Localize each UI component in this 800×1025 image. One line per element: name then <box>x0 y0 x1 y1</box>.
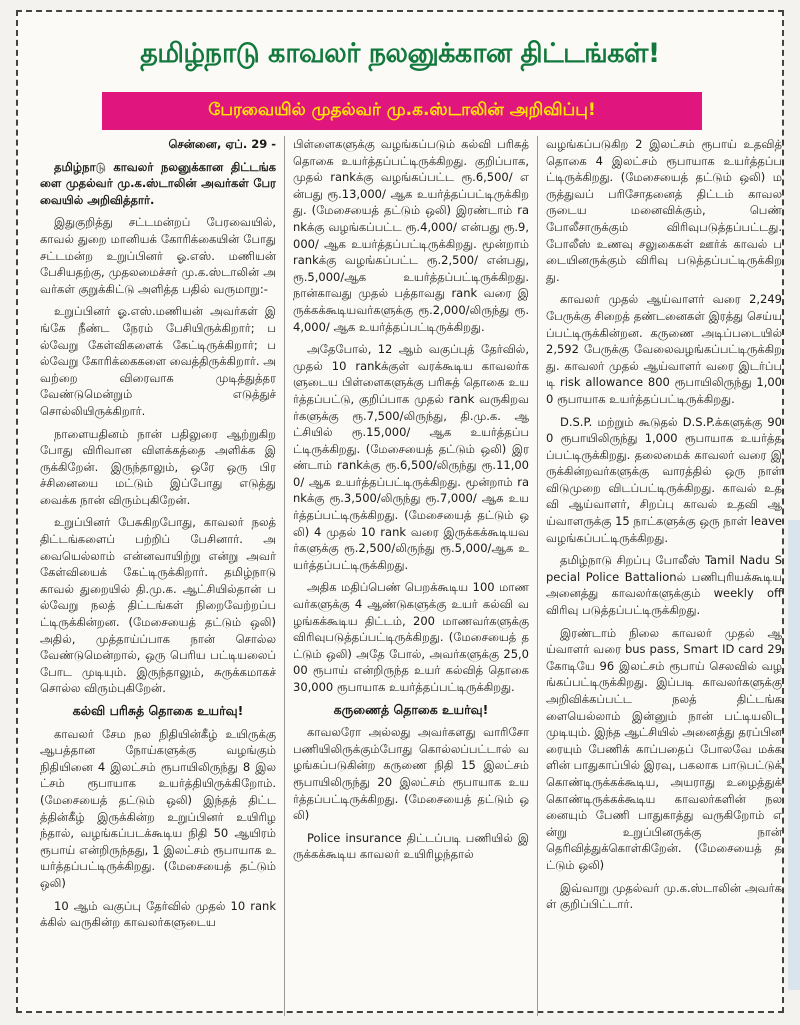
section-heading: கருணைத் தொகை உயர்வு! <box>333 701 489 717</box>
subheadline-banner <box>102 92 702 130</box>
paragraph: காவலரோ அல்லது அவர்களது வாரிசோ பணியிலிருக்கும்போது கொல்லப்பட்டால் வழங்கப்படுகின்ற கருணை நிதி 15 இலட்சம் ரூபாயிலிருந்து 20 இலட்சம் ரூபாயாக உயர்த்தப்பட்டிருக்கிறது. (மேசையைத் தட்டும் ஒலி) <box>293 725 529 823</box>
paragraph: இவ்வாறு முதல்வர் மு.க.ஸ்டாலின் அவர்கள் குறிப்பிட்டார். <box>546 880 782 912</box>
intro-paragraph: தமிழ்நாடு காவலர் நலனுக்கான திட்டங்களை முதல்வர் மு.க.ஸ்டாலின் அவர்கள் பேரவையில் அறிவித்தார். <box>40 159 276 207</box>
paragraph: காவலர் சேம நல நிதியின்கீழ் உயிருக்கு ஆபத்தான நோய்களுக்கு வழங்கும் நிதியினை 4 இலட்சம் ரூபாயிலிருந்து 8 இலட்சம் ரூபாயாக உயர்த்தியிருக்கிறோம். (மேசையைத் தட்டும் ஒலி) இந்தத் திட்டத்தின்கீழ் இருக்கின்ற உறுப்பினர் உயிரிழந்தால், வழங்கப்படக்கூடிய நிதி 50 ஆயிரம் ரூபாய் என்றிருந்தது, 1 இலட்சம் ரூபாயாக உயர்த்தப்பட்டிருக்கிறது. (மேசையைத் தட்டும் ஒலி) <box>40 726 276 890</box>
column-1 <box>40 136 276 1016</box>
paragraph: அதிக மதிப்பெண் பெறக்கூடிய 100 மாணவர்களுக்கு 4 ஆண்டுகளுக்கு உயர் கல்வி வழங்கக்கூடிய திட்டம், 200 மாணவர்களுக்கு விரிவுபடுத்தப்பட்டிருக்கிறது. (மேசையைத் தட்டும் ஒலி) அதே போல், அவர்களுக்கு 25,000 ரூபாய் என்றிருந்த உயர் கல்வித் தொகை 30,000 ரூபாயாக உயர்த்தப்பட்டிருக்கிறது. <box>293 580 529 694</box>
paragraph: இதுகுறித்து சட்டமன்றப் பேரவையில், காவல் துறை மானியக் கோரிக்கையின் போது சட்டமன்ற உறுப்பினர் ஓ.எஸ். மணியன் பேசியதற்கு, முதலமைச்சர் மு.க.ஸ்டாலின் அவர்கள் குறுக்கிட்டு அளித்த பதில் வருமாறு:- <box>40 215 276 296</box>
article-frame <box>16 10 784 1013</box>
paragraph: இரண்டாம் நிலை காவலர் முதல் ஆய்வாளர் வரை bus pass, Smart ID card 29 கோடியே 96 இலட்சம் ரூபாய் செலவில் வழங்கப்பட்டிருக்கிறது. இப்படி காவலர்களுக்கு அறிவிக்கப்பட்ட நலத் திட்டங்களையெல்லாம் இன்னும் நான் பட்டியலிட முடியும். இந்த ஆட்சியில் அனைத்து தரப்பினரையும் பேணிக் காப்பதைப் போலவே மக்களின் பாதுகாப்பில் இரவு, பகலாக பாடுபட்டுக் கொண்டிருக்கக்கூடிய, அயராது உழைத்துக் கொண்டிருக்கக்கூடிய காவலர்களின் நலனையும் பேணி பாதுகாத்து வருகிறோம் என்று உறுப்பினருக்கு நான் தெரிவித்துக்கொள்கிறேன். (மேசையைத் தட்டும் ஒலி) <box>546 625 782 872</box>
column-2 <box>284 136 529 1016</box>
paragraph: உறுப்பினர் ஓ.எஸ்.மணியன் அவர்கள் இங்கே நீண்ட நேரம் பேசியிருக்கிறார்; பல்வேறு கேள்விகளைக் கேட்டிருக்கிறார்; பல்வேறு கோரிக்கைகளை வைத்திருக்கிறார். அவற்றை விரைவாக முடித்துத்தர வேண்டுமென்றும் எடுத்துச் சொல்லியிருக்கிறார். <box>40 304 276 418</box>
headline: தமிழ்நாடு காவலர் நலனுக்கான திட்டங்கள்! <box>140 37 660 69</box>
paragraph: Police insurance திட்டப்படி பணியில் இருக்கக்கூடிய காவலர் உயிரிழந்தால் <box>293 830 529 862</box>
paragraph: 10 ஆம் வகுப்பு தேர்வில் முதல் 10 rankக்கில் வருகின்ற காவலர்களுடைய <box>40 898 276 930</box>
section-heading: கல்வி பரிசுத் தொகை உயர்வு! <box>72 703 244 718</box>
column-3 <box>537 136 782 1016</box>
paragraph: நாளையதினம் நான் பதிலுரை ஆற்றுகிறபோது விரிவான விளக்கத்தை அளிக்க இருக்கிறேன். இருந்தாலும், ஒரே ஒரு பிரச்சினையை மட்டும் இப்போது எடுத்து வைக்க நான் விரும்புகிறேன். <box>40 426 276 507</box>
paragraph: வழங்கப்படுகிற 2 இலட்சம் ரூபாய் உதவித் தொகை 4 இலட்சம் ரூபாயாக உயர்த்தப்பட்டிருக்கிறது. (மேசையைத் தட்டும் ஒலி) மருத்துவப் பரிசோதனைத் திட்டம் காவலருடைய மனைவிக்கும், பெண் போலீசாருக்கும் விரிவுபடுத்தப்பட்டது. போலீஸ் உணவு சலுகைகள் ஊர்க் காவல் படையினருக்கும் விரிவு படுத்தப்பட்டிருக்கிறது. <box>546 137 782 284</box>
paragraph: உறுப்பினர் பேசுகிறபோது, காவலர் நலத் திட்டங்களைப் பற்றிப் பேசினார். அவையெல்லாம் என்னவாயிற்று என்று அவர் கேள்வியைக் கேட்டிருக்கிறார். தமிழ்நாடு காவல் துறையில் தி.மு.க. ஆட்சியில்தான் பல்வேறு நலத் திட்டங்கள் நிறைவேற்றப்பட்டிருக்கின்றன. (மேசையைத் தட்டும் ஒலி) அதில், முத்தாய்ப்பாக நான் சொல்ல வேண்டுமென்றால், ஒரு பெரிய பட்டியலைப் போட முடியும். இருந்தாலும், சுருக்கமாகச் சொல்ல விரும்புகிறேன். <box>40 515 276 696</box>
paragraph: காவலர் முதல் ஆய்வாளர் வரை 2,249 பேருக்கு சிறைத் தண்டனைகள் இரத்து செய்யப்பட்டிருக்கின்றன. கருணை அடிப்படையில் 2,592 பேருக்கு வேலைவழங்கப்பட்டிருக்கிறது. காவலர் முதல் ஆய்வாளர் வரை இடர்ப்படி risk allowance 800 ரூபாயிலிருந்து 1,000 ரூபாயாக உயர்த்தப்பட்டிருக்கிறது. <box>546 292 782 406</box>
paragraph: பிள்ளைகளுக்கு வழங்கப்படும் கல்வி பரிசுத் தொகை உயர்த்தப்பட்டிருக்கிறது. குறிப்பாக, முதல் rankக்கு வழங்கப்பட்ட ரூ.6,500/ என்பது ரூ.13,000/ ஆக உயர்த்தப்பட்டிருக்கிறது. (மேசையைத் தட்டும் ஒலி) இரண்டாம் rankக்கு வழங்கப்பட்ட ரூ.4,000/ என்பது ரூ.9,000/ ஆக உயர்த்தப்பட்டிருக்கிறது. மூன்றாம் rankக்கு வழங்கப்பட்ட ரூ.2,500/ என்பது, ரூ.5,000/ஆக உயர்த்தப்பட்டிருக்கிறது. நான்காவது முதல் பத்தாவது rank வரை இருக்கக்கூடியவர்களுக்கு ரூ.2,000/லிருந்து ரூ.4,000/ ஆக உயர்த்தப்பட்டிருக்கிறது. <box>293 137 529 334</box>
adjacent-page-edge <box>788 520 800 990</box>
subheadline: பேரவையில் முதல்வர் மு.க.ஸ்டாலின் அறிவிப்பு! <box>208 100 596 120</box>
paragraph: D.S.P. மற்றும் கூடுதல் D.S.P.க்களுக்கு 900 ரூபாயிலிருந்து 1,000 ரூபாயாக உயர்த்தப்பட்டிருக்கிறது. தலைமைக் காவலர் வரை இருக்கின்றவர்களுக்கு வாரத்தில் ஒரு நாள் விடுமுறை விடப்பட்டிருக்கிறது. காவல் உதவி ஆய்வாளர், சிறப்பு காவல் உதவி ஆய்வாளருக்கு 15 நாட்களுக்கு ஒரு நாள் leave வழங்கப்பட்டிருக்கிறது. <box>546 414 782 545</box>
article-columns <box>40 136 782 1016</box>
dateline: சென்னை, ஏப். 29 - <box>168 137 276 151</box>
paragraph: அதேபோல், 12 ஆம் வகுப்புத் தேர்வில், முதல் 10 rankக்குள் வரக்கூடிய காவலர்களுடைய பிள்ளைகளுக்கு பரிசுத் தொகை உயர்த்தப்பட்டு, குறிப்பாக முதல் rank வருகிறவர்களுக்கு ரூ.7,500/லிருந்து, தி.மு.க. ஆட்சியில் ரூ.15,000/ ஆக உயர்த்தப்பட்டிருக்கிறது. (மேசையைத் தட்டும் ஒலி) இரண்டாம் rankக்கு ரூ.6,500/லிருந்து ரூ.11,000/ ஆக உயர்த்தப்பட்டிருக்கிறது. மூன்றாம் rankக்கு ரூ.3,500/லிருந்து ரூ.7,000/ ஆக உயர்த்தப்பட்டிருக்கிறது. (மேசையைத் தட்டும் ஒலி) 4 முதல் 10 rank வரை இருக்கக்கூடியவர்களுக்கு ரூ.2,500/லிருந்து ரூ.5,000/ஆக உயர்த்தப்பட்டிருக்கிறது. <box>293 342 529 572</box>
paragraph: தமிழ்நாடு சிறப்பு போலீஸ் Tamil Nadu Special Police Battalionல் பணிபுரியக்கூடிய அனைத்து காவலர்களுக்கும் weekly off விரிவு படுத்தப்பட்டிருக்கிறது. <box>546 553 782 618</box>
